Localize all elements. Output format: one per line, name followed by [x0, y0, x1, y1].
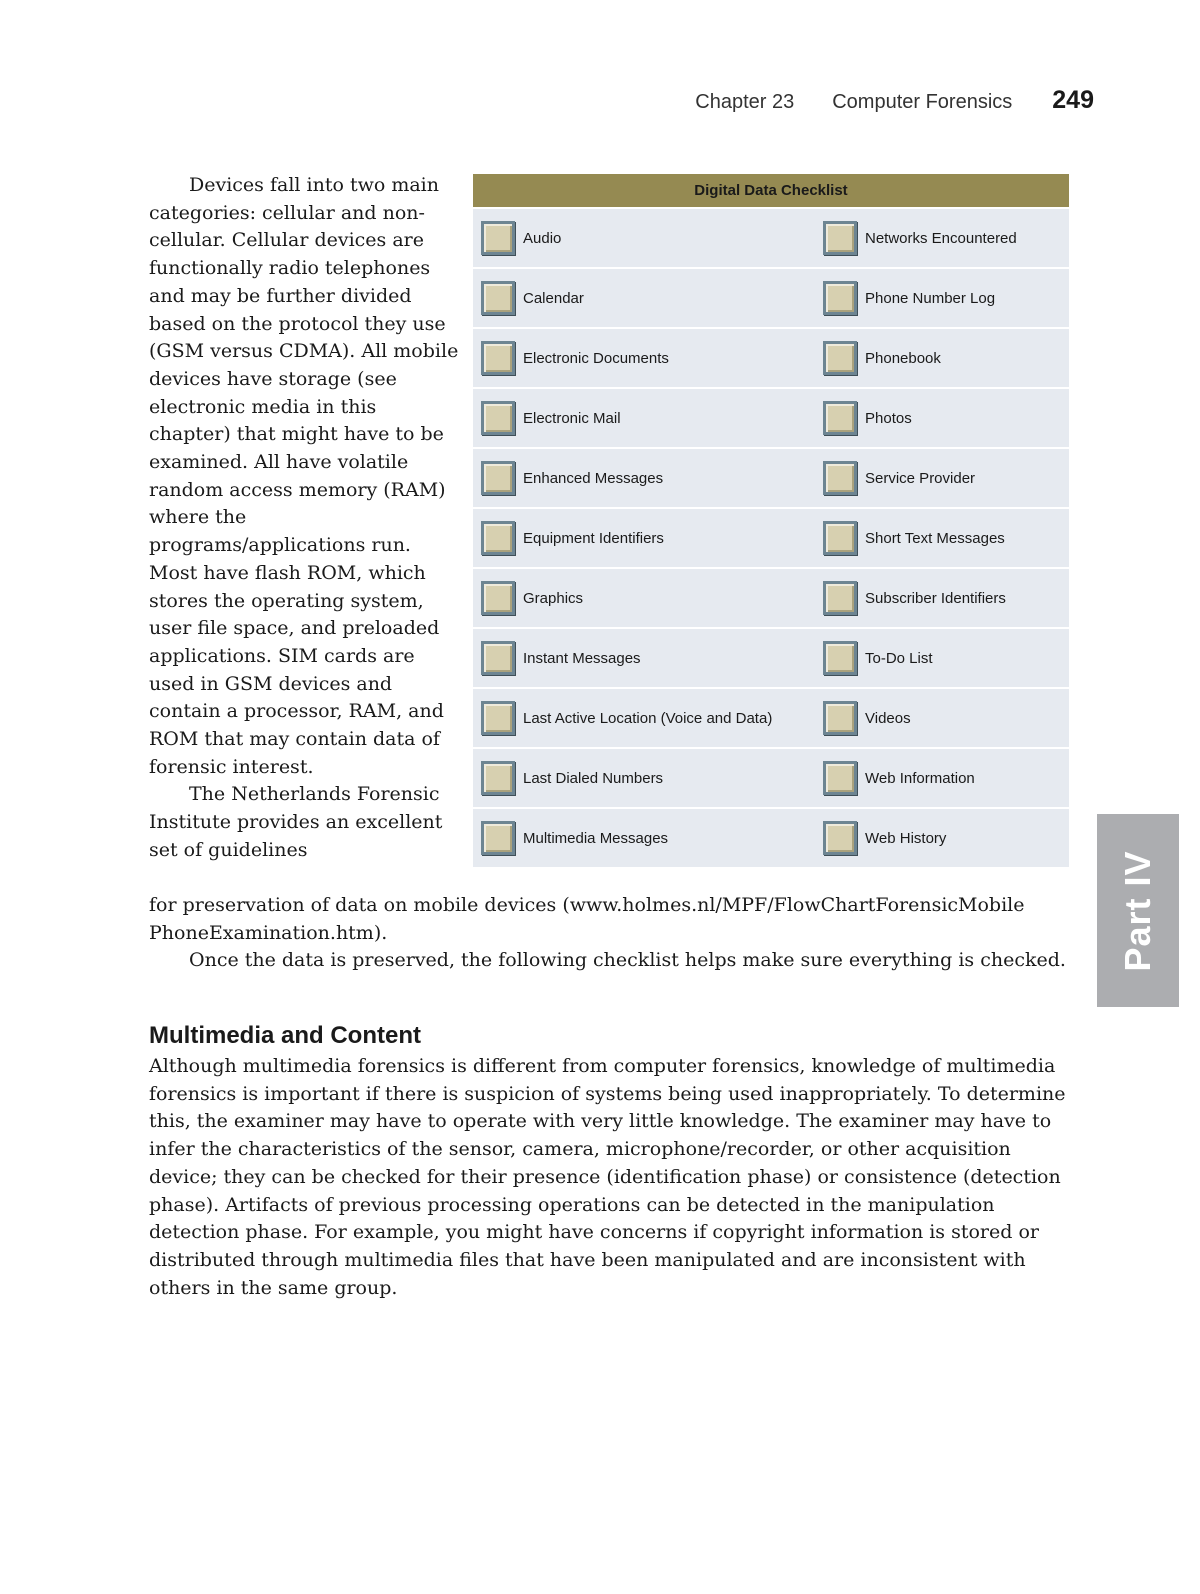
chapter-label: Chapter 23	[695, 91, 795, 113]
checklist-cell	[815, 568, 1069, 628]
checklist-cell	[473, 448, 815, 508]
checkbox[interactable]	[823, 461, 857, 495]
paragraph-devices: Devices fall into two main categories: cellular and non-cellular. Cellular devices are functionally radio telephones and may be further divided based on the protocol they use (GSM versus CDMA). All mobile devices have storage (see electronic media in this chapter) that might have to be examined. All have volatile random access memory (RAM) where the programs/applications run. Most have flash ROM, which stores the operating system, user file space, and preloaded applications. SIM cards are used in GSM devices and contain a processor, RAM, and ROM that may contain data of forensic interest.	[149, 174, 459, 778]
checkbox[interactable]	[823, 401, 857, 435]
page-number: 249	[1052, 86, 1094, 114]
checklist-cell	[473, 568, 815, 628]
part-tab	[1097, 814, 1179, 1007]
checklist-item-label: Audio	[523, 229, 562, 247]
checkbox[interactable]	[823, 281, 857, 315]
checkbox[interactable]	[481, 281, 515, 315]
checkbox[interactable]	[823, 761, 857, 795]
checklist-cell	[473, 748, 815, 808]
checklist-item-label: Multimedia Messages	[523, 829, 669, 847]
chapter-title: Computer Forensics	[832, 91, 1013, 113]
checklist-cell	[473, 388, 815, 448]
checklist-item-label: Electronic Mail	[523, 409, 621, 427]
checkbox[interactable]	[823, 581, 857, 615]
checkbox[interactable]	[481, 341, 515, 375]
checklist-row	[473, 568, 1069, 628]
checklist-item-label: Instant Messages	[523, 649, 641, 667]
checkbox[interactable]	[481, 761, 515, 795]
checkbox[interactable]	[823, 701, 857, 735]
paragraph-netherlands-start: The Netherlands Forensic Institute provides an excellent set of guidelines	[149, 783, 443, 861]
checklist-table	[473, 209, 1069, 869]
checklist-cell	[815, 209, 1069, 268]
checklist-cell	[815, 808, 1069, 868]
checklist-row	[473, 448, 1069, 508]
checkbox[interactable]	[481, 521, 515, 555]
checklist-row	[473, 808, 1069, 868]
checklist-cell	[815, 388, 1069, 448]
part-tab-label: Part IV	[1117, 849, 1158, 972]
section-heading: Multimedia and Content	[149, 1022, 421, 1049]
checklist-item-label: Videos	[865, 709, 911, 727]
checklist-cell	[815, 448, 1069, 508]
checklist-item-label: Phonebook	[865, 349, 941, 367]
checklist-item-label: Networks Encountered	[865, 229, 1017, 247]
checklist-item-label: Service Provider	[865, 469, 976, 487]
paragraph-netherlands-end: for preservation of data on mobile devices (www.holmes.nl/MPF/FlowChartForensicMobile PhoneExamination.htm).	[149, 894, 1025, 944]
checklist-title: Digital Data Checklist	[473, 174, 1069, 209]
checklist-cell	[815, 748, 1069, 808]
checklist-cell	[815, 268, 1069, 328]
paragraph-checklist-intro: Once the data is preserved, the following checklist helps make sure everything is checked.	[189, 949, 1066, 972]
checklist-item-label: Photos	[865, 409, 912, 427]
checkbox[interactable]	[823, 821, 857, 855]
multimedia-body	[149, 1053, 1069, 1302]
checklist-cell	[473, 628, 815, 688]
checklist-row	[473, 209, 1069, 268]
checkbox[interactable]	[823, 341, 857, 375]
checkbox[interactable]	[481, 581, 515, 615]
checklist-item-label: Phone Number Log	[865, 289, 996, 307]
checklist-row	[473, 628, 1069, 688]
checklist-item-label: Calendar	[523, 289, 584, 307]
paragraph-multimedia: Although multimedia forensics is different from computer forensics, knowledge of multimedia forensics is important if there is suspicion of systems being used inappropriately. To determine this, the examiner may have to operate with very little knowledge. The examiner may have to infer the characteristics of the sensor, camera, microphone/recorder, or other acquisition device; they can be checked for their presence (identification phase) or consistence (detection phase). Artifacts of previous processing operations can be detected in the manipulation detection phase. For example, you might have concerns if copyright information is stored or distributed through multimedia files that have been manipulated and are inconsistent with others in the same group.	[149, 1055, 1066, 1299]
checklist-item-label: Equipment Identifiers	[523, 529, 664, 547]
digital-data-checklist	[473, 174, 1069, 869]
checklist-item-label: Electronic Documents	[523, 349, 669, 367]
checklist-cell	[815, 628, 1069, 688]
checklist-cell	[473, 268, 815, 328]
checkbox[interactable]	[481, 821, 515, 855]
checklist-cell	[473, 688, 815, 748]
checklist-row	[473, 328, 1069, 388]
checklist-cell	[815, 328, 1069, 388]
checkbox[interactable]	[823, 521, 857, 555]
checkbox[interactable]	[481, 221, 515, 255]
checklist-row	[473, 268, 1069, 328]
checklist-item-label: Last Active Location (Voice and Data)	[523, 709, 773, 727]
checkbox[interactable]	[823, 641, 857, 675]
netherlands-continuation	[149, 892, 1069, 975]
checklist-item-label: Web History	[865, 829, 947, 847]
checklist-item-label: Subscriber Identifiers	[865, 589, 1006, 607]
checklist-item-label: Enhanced Messages	[523, 469, 664, 487]
checklist-item-label: Last Dialed Numbers	[523, 769, 664, 787]
checklist-cell	[473, 328, 815, 388]
checklist-row	[473, 688, 1069, 748]
checklist-row	[473, 508, 1069, 568]
checklist-row	[473, 748, 1069, 808]
checklist-item-label: To-Do List	[865, 649, 933, 667]
checklist-item-label: Graphics	[523, 589, 584, 607]
checklist-cell	[473, 808, 815, 868]
checklist-cell	[473, 508, 815, 568]
checkbox[interactable]	[823, 221, 857, 255]
running-head	[695, 86, 1094, 115]
checklist-cell	[473, 209, 815, 268]
checklist-cell	[815, 688, 1069, 748]
checkbox[interactable]	[481, 401, 515, 435]
checklist-item-label: Web Information	[865, 769, 975, 787]
checkbox[interactable]	[481, 461, 515, 495]
wrapped-text-column	[149, 172, 459, 865]
checklist-cell	[815, 508, 1069, 568]
checkbox[interactable]	[481, 701, 515, 735]
checkbox[interactable]	[481, 641, 515, 675]
checklist-item-label: Short Text Messages	[865, 529, 1005, 547]
checklist-row	[473, 388, 1069, 448]
